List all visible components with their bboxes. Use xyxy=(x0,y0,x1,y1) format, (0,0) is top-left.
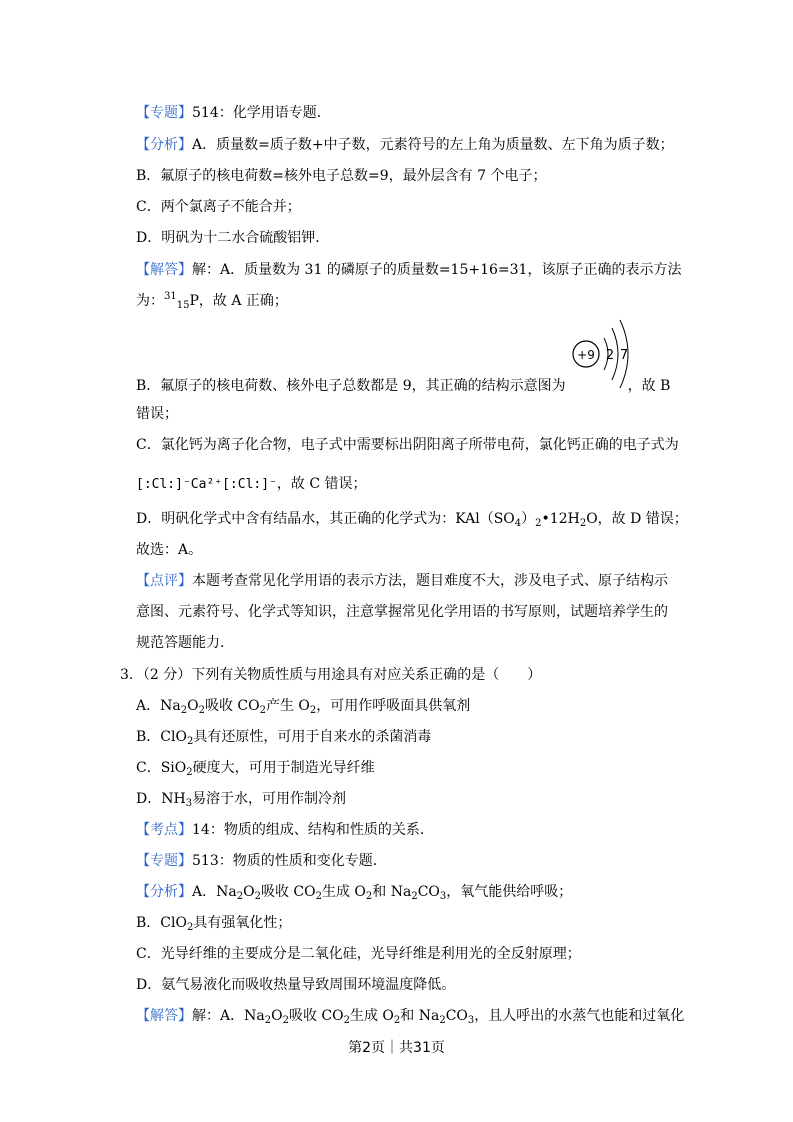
text-line: 为：$^{31}_{15}$P，故 A 正确； xyxy=(136,291,288,311)
option-d: D．$NH_3$易溶于水，可用作制冷剂 xyxy=(136,791,347,809)
comment-line: 【点评】本题考查常见化学用语的表示方法，题目难度不大，涉及电子式、原子结构示 xyxy=(136,573,668,589)
text-line: 意图、元素符号、化学式等知识，注意掌握常见化学用语的书写原则，试题培养学生的 xyxy=(136,604,668,620)
analysis-line: 【分析】A．质量数=质子数+中子数，元素符号的左上角为质量数、左下角为质子数； xyxy=(136,137,674,153)
text-line: 故选：A。 xyxy=(136,542,203,558)
option-a: A．$Na_2O_2$吸收 $CO_2$产生 $O_2$，可用作呼吸面具供氧剂 xyxy=(136,698,471,716)
text-line: B．ClO$_2$具有强氧化性； xyxy=(136,915,292,933)
topic-line: 【专题】513：物质的性质和变化专题． xyxy=(136,853,387,869)
text-line: D．氨气易液化而吸收热量导致周围环境温度降低。 xyxy=(136,977,456,993)
text-line: 错误； xyxy=(136,406,178,422)
nucleus-charge: +9 xyxy=(577,348,595,362)
text-line: [:Cl:]⁻Ca²⁺[:Cl:]⁻，故 C 错误； xyxy=(136,474,367,495)
question-3: 3．（2 分）下列有关物质性质与用途具有对应关系正确的是（ ） xyxy=(120,667,542,683)
text-line: C．氯化钙为离子化合物，电子式中需要标出阴阳离子所带电荷，氯化钙正确的电子式为 xyxy=(136,437,679,453)
answer-line: 【解答】解：A．$Na_2O_2$吸收 $CO_2$生成 $O_2$和 $Na_2CO_3$，且人呼出的水蒸气也能和过氧化 xyxy=(136,1008,685,1026)
answer-line: 【解答】解：A．质量数为 31 的磷原子的质量数=15+16=31，该原子正确的表示方法 xyxy=(136,262,682,278)
text-line: C．光导纤维的主要成分是二氧化硅，光导纤维是利用光的全反射原理； xyxy=(136,946,581,962)
analysis-line: 【分析】A．$Na_2O_2$吸收 $CO_2$生成 $O_2$和 $Na_2CO_3$，氧气能供给呼吸； xyxy=(136,884,573,902)
topic-line: 【专题】514：化学用语专题． xyxy=(136,105,331,121)
text-line: C．两个氯离子不能合并； xyxy=(136,199,301,215)
option-c: C．SiO$_2$硬度大，可用于制造光导纤维 xyxy=(136,760,375,778)
text-line: D．明矾化学式中含有结晶水，其正确的化学式为：$KAl(SO_4)_2•12H_2O$，故 D 错误； xyxy=(136,511,688,529)
cacl2-electron-formula: [:Cl:]⁻Ca²⁺[:Cl:]⁻ xyxy=(136,477,277,492)
text-line: B．氟原子的核电荷数=核外电子总数=9，最外层含有 7 个电子； xyxy=(136,168,547,184)
text-line: 规范答题能力． xyxy=(136,635,234,651)
page-footer: 第2页｜共31页 xyxy=(348,1040,445,1056)
shell1-electrons: 2 xyxy=(605,348,615,363)
shell2-electrons: 7 xyxy=(619,348,629,363)
kaodian-line: 【考点】14：物质的组成、结构和性质的关系． xyxy=(136,822,434,838)
text-line: B．氟原子的核电荷数、核外电子总数都是 9，其正确的结构示意图为 ，故 B xyxy=(136,378,671,394)
text-line: D．明矾为十二水合硫酸铝钾． xyxy=(136,230,330,246)
option-b: B．ClO$_2$具有还原性，可用于自来水的杀菌消毒 xyxy=(136,729,432,747)
